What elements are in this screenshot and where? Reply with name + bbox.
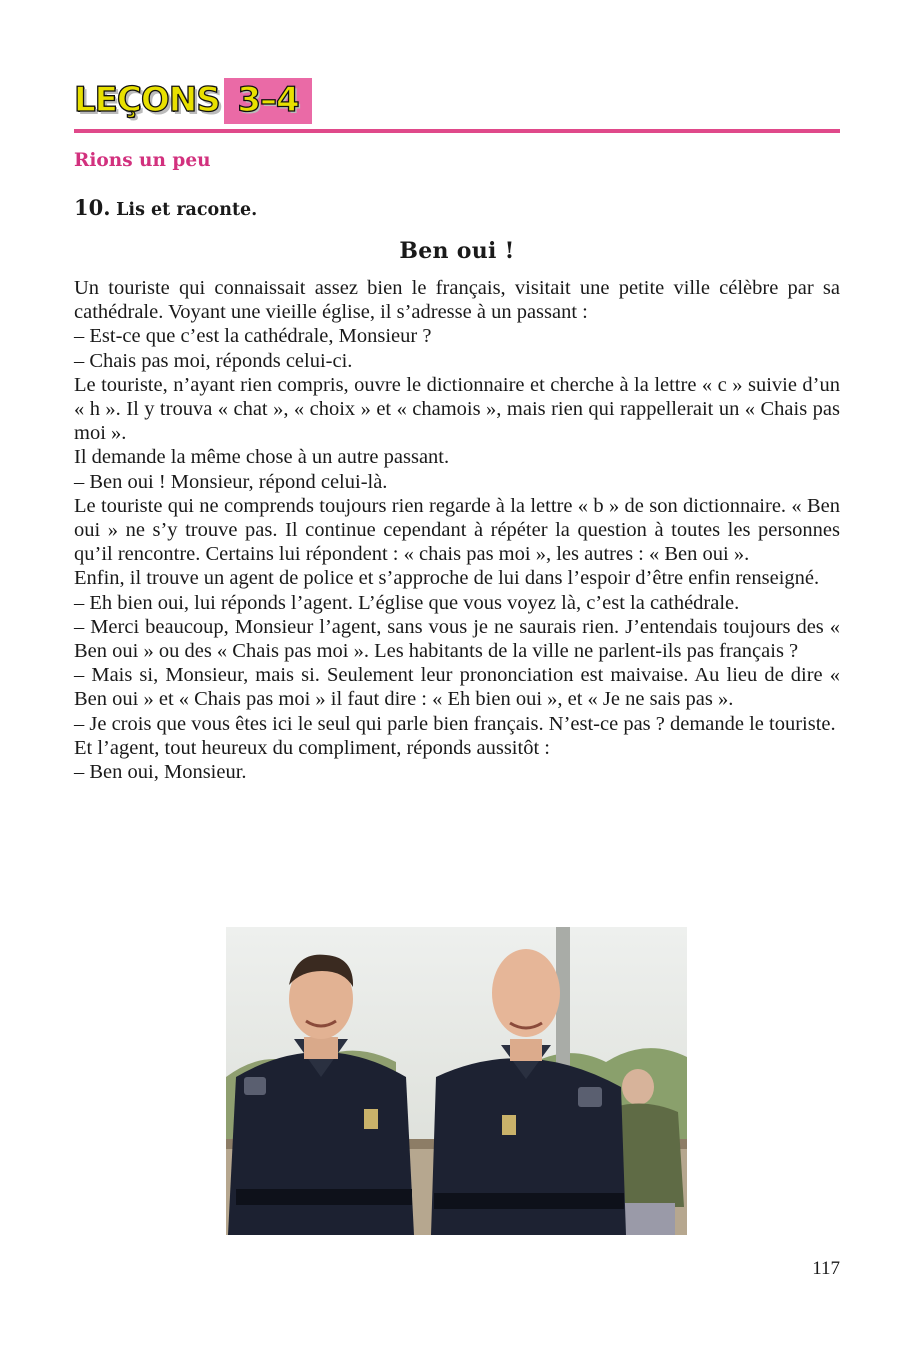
story-paragraph: Il demande la même chose à un autre passant. [74,446,450,469]
story-paragraph: – Ben oui ! Monsieur, répond celui-là. [74,470,388,493]
story-paragraph: Le touriste qui ne comprends toujours rien regarde à la lettre « b » de son dictionnaire. « Ben oui » ne s’y trouve pas. Il continue cependant à répéter la question à toutes les personnes qu’il rencontre. Certains lui répondent : « chais pas moi », les autres : « Ben oui ». [74,494,840,566]
lesson-number: 3–4 [237,80,299,120]
lesson-label: LEÇONS [74,80,220,120]
section-title: Rions un peu [74,150,211,171]
story-paragraph: – Eh bien oui, lui réponds l’agent. L’église que vous voyez là, c’est la cathédrale. [74,591,740,614]
story-paragraph: Et l’agent, tout heureux du compliment, réponds aussitôt : [74,736,550,759]
story-paragraph: Un touriste qui connaissait assez bien le français, visitait une petite ville célèbre par sa cathédrale. Voyant une vieille église, il s’adresse à un passant : [74,277,840,324]
lesson-number-badge [224,78,312,124]
police-officers-photo [226,927,687,1235]
story-paragraph: – Ben oui, Monsieur. [74,761,247,784]
story-text [74,276,840,784]
page-number: 117 [812,1258,840,1279]
story-paragraph: – Chais pas moi, réponds celui-ci. [74,349,353,372]
story-paragraph: Le touriste, n’ayant rien compris, ouvre le dictionnaire et cherche à la lettre « c » suivie d’un « h ». Il y trouva « chat », « choix » et « chamois », mais rien qui rappellerait un « Chais pas moi ». [74,373,840,445]
exercise-heading [74,195,257,220]
exercise-instruction: Lis et raconte. [116,200,258,220]
story-paragraph: – Merci beaucoup, Monsieur l’agent, sans vous je ne saurais rien. J’entendais toujours des « Ben oui » ou des « Chais pas moi ». Les habitants de la ville ne parlent-ils pas français ? [74,615,840,663]
header-divider [74,129,840,133]
exercise-number: 10. [74,195,111,220]
lesson-header [74,78,840,124]
story-paragraph: – Je crois que vous êtes ici le seul qui parle bien français. N’est-ce pas ? demande le touriste. [74,712,836,735]
story-paragraph: Enfin, il trouve un agent de police et s’approche de lui dans l’espoir d’être enfin renseigné. [74,567,820,590]
story-paragraph: – Est-ce que c’est la cathédrale, Monsieur ? [74,325,432,348]
story-title: Ben oui ! [399,238,515,264]
story-paragraph: – Mais si, Monsieur, mais si. Seulement leur prononciation est maivaise. Au lieu de dire « Ben oui » et « Chais pas moi » il faut dire : « Eh bien oui », et « Je ne sais pas ». [74,664,840,711]
